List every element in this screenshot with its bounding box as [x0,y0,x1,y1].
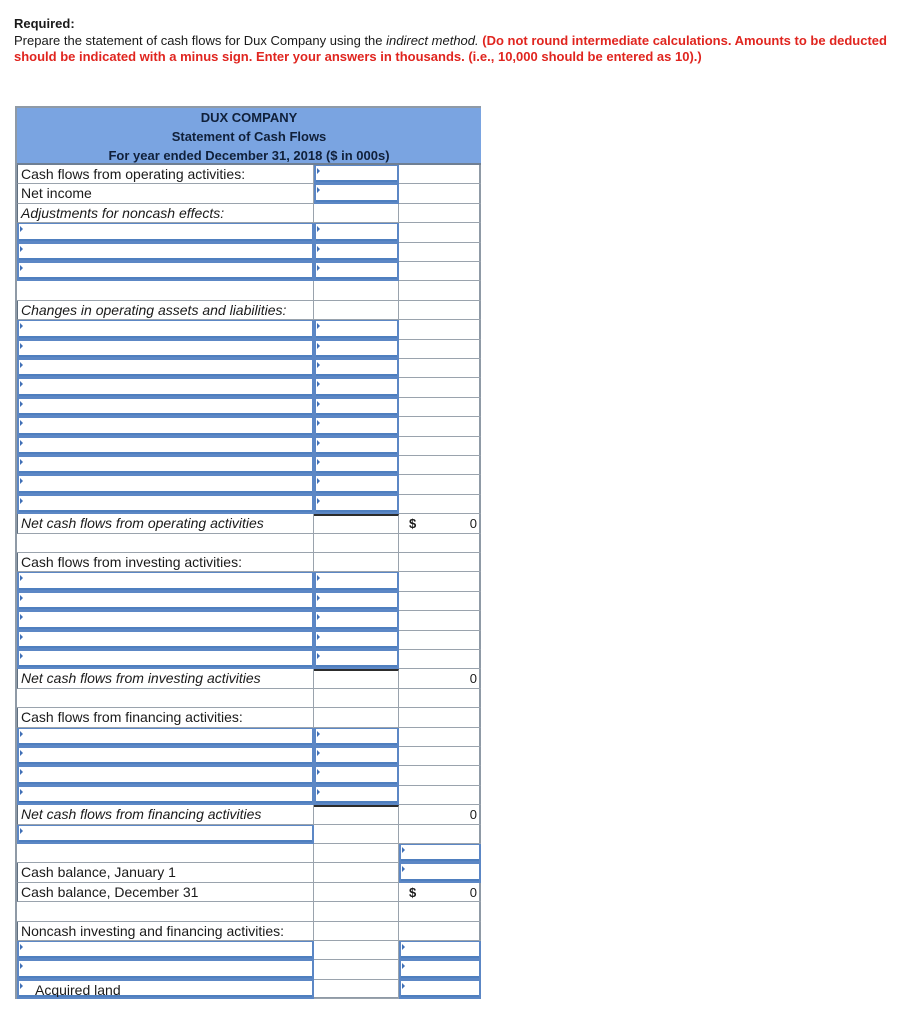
net-operating-row [17,514,481,533]
net-financing-value: 0 [469,807,477,823]
investing-3-label-input[interactable] [17,611,314,630]
blank-cell [17,844,314,863]
investing-4-label-input[interactable] [17,631,314,650]
change-row-6 [17,417,481,436]
adjustment-2-label-input[interactable] [17,243,314,262]
adjustment-3-total [399,262,481,281]
change-6-amount-input[interactable] [314,417,399,436]
change-8-label-input[interactable] [17,456,314,475]
net-investing-label: Net cash flows from investing activities [17,669,314,688]
changes-label: Changes in operating assets and liabilities: [17,301,314,320]
noncash-header-row [17,922,481,941]
net-change-input[interactable] [399,844,481,863]
financing-row-2 [17,747,481,766]
blank-cell [399,534,481,553]
operating-header-row [17,165,481,184]
blank-row-1 [17,281,481,300]
changes-row [17,301,481,320]
adjustments-row [17,204,481,223]
dollar-sign: $ [409,884,417,900]
cash-dec-label: Cash balance, December 31 [17,883,314,902]
financing-4-amount-input[interactable] [314,786,399,805]
blank-row-4 [17,844,481,863]
financing-1-amount-input[interactable] [314,728,399,747]
blank-cell [17,281,314,300]
instructions-method: indirect method. [386,32,479,48]
acquired-land-input[interactable]: Acquired land [17,980,314,999]
adjustments-total [399,204,481,223]
noncash-2-amount [314,960,399,979]
cash-jan-label: Cash balance, January 1 [17,863,314,882]
change-1-amount-input[interactable] [314,320,399,339]
investing-row-4 [17,631,481,650]
change-row-4 [17,378,481,397]
noncash-2-label-input[interactable] [17,960,314,979]
adjustment-1-amount-input[interactable] [314,223,399,242]
cash-dec-value: 0 [469,884,477,900]
cash-jan-input[interactable] [399,863,481,882]
adjustment-3-label-input[interactable] [17,262,314,281]
operating-header-amount-input[interactable] [314,165,399,184]
investing-row-5 [17,650,481,669]
changes-amount [314,301,399,320]
change-10-label-input[interactable] [17,495,314,514]
investing-1-amount-input[interactable] [314,572,399,591]
noncash-2-total-input[interactable] [399,960,481,979]
financing-3-label-input[interactable] [17,766,314,785]
net-change-label-input[interactable] [17,825,314,844]
net-investing-value: 0 [469,671,477,687]
required-label: Required: [14,16,75,31]
company-name: DUX COMPANY [17,108,481,127]
adjustment-3-amount-input[interactable] [314,262,399,281]
blank-row-5 [17,902,481,921]
adjustment-row-1 [17,223,481,242]
blank-cell [314,902,399,921]
blank-cell [314,844,399,863]
blank-row-3 [17,689,481,708]
change-5-label-input[interactable] [17,398,314,417]
net-investing-amount [314,669,399,688]
statement-period: For year ended December 31, 2018 ($ in 000s) [17,146,481,165]
dollar-sign: $ [409,516,417,532]
change-9-total [399,475,481,494]
net-financing-row [17,805,481,824]
change-2-total [399,340,481,359]
investing-2-amount-input[interactable] [314,592,399,611]
change-7-amount-input[interactable] [314,437,399,456]
change-1-label-input[interactable] [17,320,314,339]
change-9-amount-input[interactable] [314,475,399,494]
adjustment-2-amount-input[interactable] [314,243,399,262]
investing-row-2 [17,592,481,611]
instructions-text [14,33,904,66]
noncash-row-1 [17,941,481,960]
investing-row-3 [17,611,481,630]
change-7-total [399,437,481,456]
investing-3-total [399,611,481,630]
financing-2-amount-input[interactable] [314,747,399,766]
investing-header-amount [314,553,399,572]
blank-cell [314,534,399,553]
net-financing-label: Net cash flows from financing activities [17,805,314,824]
financing-4-label-input[interactable] [17,786,314,805]
net-income-input[interactable] [314,184,399,203]
change-3-amount-input[interactable] [314,359,399,378]
adjustments-amount [314,204,399,223]
adjustments-label: Adjustments for noncash effects: [17,204,314,223]
net-operating-value: 0 [469,516,477,532]
change-8-total [399,456,481,475]
cash-dec-amount [314,883,399,902]
investing-header-total [399,553,481,572]
net-income-total [399,184,481,203]
blank-row-2 [17,534,481,553]
change-6-label-input[interactable] [17,417,314,436]
financing-row-3 [17,766,481,785]
blank-cell [17,902,314,921]
net-income-row [17,184,481,203]
noncash-header-total [399,922,481,941]
change-1-total [399,320,481,339]
net-investing-total [399,669,481,688]
change-row-10 [17,495,481,514]
acquired-land-amount [314,980,399,999]
cash-dec-row [17,883,481,902]
change-row-8 [17,456,481,475]
adjustment-row-3 [17,262,481,281]
cash-dec-total [399,883,481,902]
adjustment-row-2 [17,243,481,262]
net-investing-row [17,669,481,688]
adjustment-1-label-input[interactable] [17,223,314,242]
blank-cell [314,689,399,708]
financing-3-total [399,766,481,785]
net-financing-amount [314,805,399,824]
investing-4-amount-input[interactable] [314,631,399,650]
change-6-total [399,417,481,436]
changes-total [399,301,481,320]
change-row-9 [17,475,481,494]
change-row-2 [17,340,481,359]
acquired-land-total-input[interactable] [399,980,481,999]
adjustment-1-total [399,223,481,242]
change-8-amount-input[interactable] [314,456,399,475]
noncash-header: Noncash investing and financing activities: [17,922,314,941]
change-10-amount-input[interactable] [314,495,399,514]
instructions [14,16,904,66]
blank-cell [314,281,399,300]
instructions-plain: Prepare the statement of cash flows for Dux Company using the [14,32,387,48]
investing-5-total [399,650,481,669]
blank-cell [399,902,481,921]
cash-jan-row [17,863,481,882]
change-5-amount-input[interactable] [314,398,399,417]
investing-4-total [399,631,481,650]
instructions-warning: (Do not round intermediate calculations. Amounts to be deducted should be indicated with a minus sign. Enter your answers in thousands. (i.e., 10,000 should be entered as 10).) [14,32,887,64]
change-9-label-input[interactable] [17,475,314,494]
financing-header: Cash flows from financing activities: [17,708,314,727]
change-row-7 [17,437,481,456]
financing-row-4 [17,786,481,805]
blank-cell [399,689,481,708]
noncash-row-2 [17,960,481,979]
change-10-total [399,495,481,514]
financing-header-row [17,708,481,727]
change-4-amount-input[interactable] [314,378,399,397]
change-row-1 [17,320,481,339]
operating-header: Cash flows from operating activities: [17,165,314,184]
change-row-3 [17,359,481,378]
cash-flow-worksheet [15,106,481,999]
adjustment-2-total [399,243,481,262]
financing-header-total [399,708,481,727]
investing-2-label-input[interactable] [17,592,314,611]
cash-jan-amount [314,863,399,882]
investing-2-total [399,592,481,611]
financing-3-amount-input[interactable] [314,766,399,785]
financing-row-1 [17,728,481,747]
blank-cell [399,281,481,300]
investing-5-amount-input[interactable] [314,650,399,669]
investing-header: Cash flows from investing activities: [17,553,314,572]
financing-4-total [399,786,481,805]
investing-1-label-input[interactable] [17,572,314,591]
financing-1-total [399,728,481,747]
change-4-label-input[interactable] [17,378,314,397]
financing-2-total [399,747,481,766]
noncash-1-label-input[interactable] [17,941,314,960]
blank-cell [17,689,314,708]
investing-5-label-input[interactable] [17,650,314,669]
net-change-total [399,825,481,844]
noncash-1-amount [314,941,399,960]
investing-3-amount-input[interactable] [314,611,399,630]
change-2-label-input[interactable] [17,340,314,359]
change-2-amount-input[interactable] [314,340,399,359]
operating-header-total [399,165,481,184]
net-operating-label: Net cash flows from operating activities [17,514,314,533]
net-change-row [17,825,481,844]
net-operating-amount [314,514,399,533]
investing-row-1 [17,572,481,591]
noncash-1-total-input[interactable] [399,941,481,960]
financing-header-amount [314,708,399,727]
noncash-header-amount [314,922,399,941]
change-3-label-input[interactable] [17,359,314,378]
change-4-total [399,378,481,397]
statement-title: Statement of Cash Flows [17,127,481,146]
financing-1-label-input[interactable] [17,728,314,747]
net-operating-total [399,514,481,533]
acquired-land-row [17,980,481,999]
net-financing-total [399,805,481,824]
blank-cell [17,534,314,553]
investing-1-total [399,572,481,591]
net-income-label: Net income [17,184,314,203]
investing-header-row [17,553,481,572]
change-row-5 [17,398,481,417]
financing-2-label-input[interactable] [17,747,314,766]
net-change-amount [314,825,399,844]
change-5-total [399,398,481,417]
change-7-label-input[interactable] [17,437,314,456]
change-3-total [399,359,481,378]
